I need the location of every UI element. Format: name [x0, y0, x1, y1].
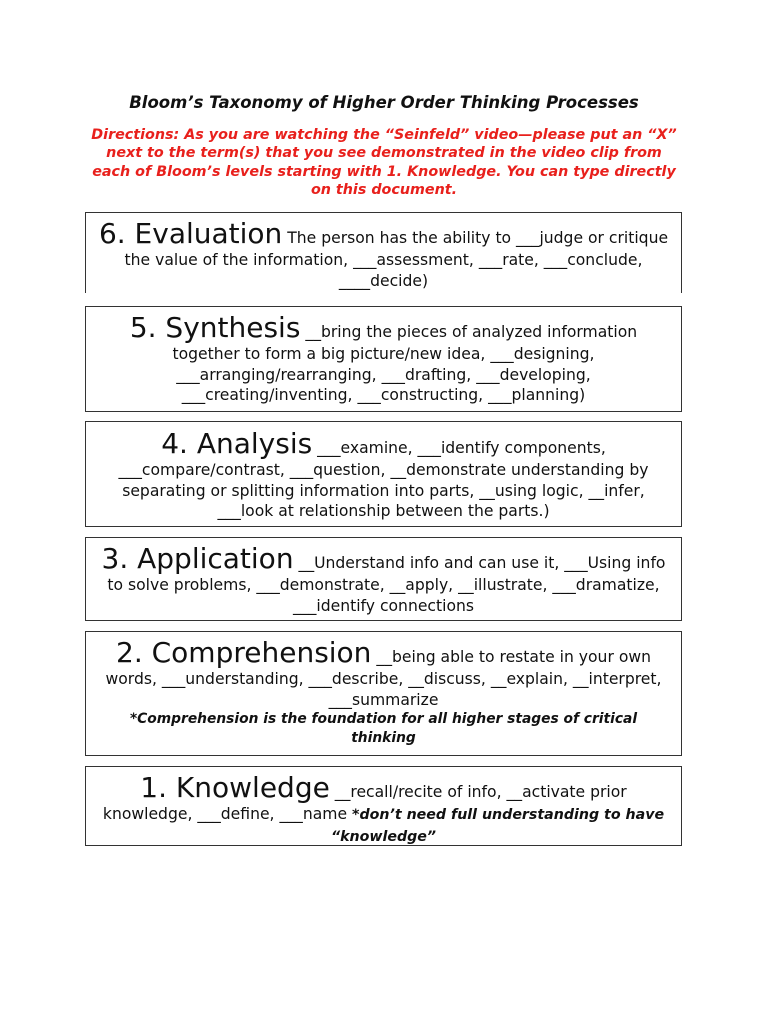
level-6-terms[interactable]: The person has the ability to ___judge or critique the value of the information, ___assessment, ___rate, ___conclude, ____decide): [124, 229, 669, 290]
directions-text: Directions: As you are watching the “Seinfeld” video—please put an “X” next to the term(s) that you see demonstrated in the video clip from each of Bloom’s levels starting with 1. Knowledge. You can type directly on this document.: [91, 127, 677, 199]
page-title: Bloom’s Taxonomy of Higher Order Thinking Processes: [129, 93, 639, 112]
level-2-heading: 2. Comprehension: [116, 636, 372, 669]
level-4-heading: 4. Analysis: [161, 427, 313, 460]
level-1-heading: 1. Knowledge: [140, 771, 330, 804]
level-6-evaluation-box: [85, 212, 682, 293]
level-6-heading: 6. Evaluation: [98, 217, 283, 250]
level-2-note: *Comprehension is the foundation for all higher stages of critical thinking: [129, 711, 638, 746]
level-1-knowledge-box: [85, 766, 682, 846]
level-3-heading: 3. Application: [101, 542, 294, 575]
level-4-analysis-box: [85, 421, 682, 527]
level-1-terms[interactable]: __recall/recite of info, __activate prior knowledge, ___define, ___name: [102, 783, 627, 823]
level-4-terms[interactable]: ___examine, ___identify components, ___compare/contrast, ___question, __demonstrate understanding by separating or splitting information into parts, __using logic, __infer, ___look at relationship between the parts.): [118, 439, 649, 521]
level-2-terms[interactable]: __being able to restate in your own words, ___understanding, ___describe, __discuss, __explain, __interpret, ___summarize: [105, 648, 662, 709]
level-1-note: *don’t need full understanding to have “knowledge”: [330, 807, 665, 845]
level-5-synthesis-box: [85, 306, 682, 412]
level-5-heading: 5. Synthesis: [129, 311, 301, 344]
level-2-comprehension-box: [85, 631, 682, 756]
level-5-terms[interactable]: __bring the pieces of analyzed information together to form a big picture/new idea, ___designing, ___arranging/rearranging, ___drafting, ___developing, ___creating/inventing, ___constructing, ___planning): [172, 323, 638, 405]
level-3-terms[interactable]: __Understand info and can use it, ___Using info to solve problems, ___demonstrate, __apply, __illustrate, ___dramatize, ___identify connections: [107, 554, 666, 615]
level-3-application-box: [85, 537, 682, 621]
